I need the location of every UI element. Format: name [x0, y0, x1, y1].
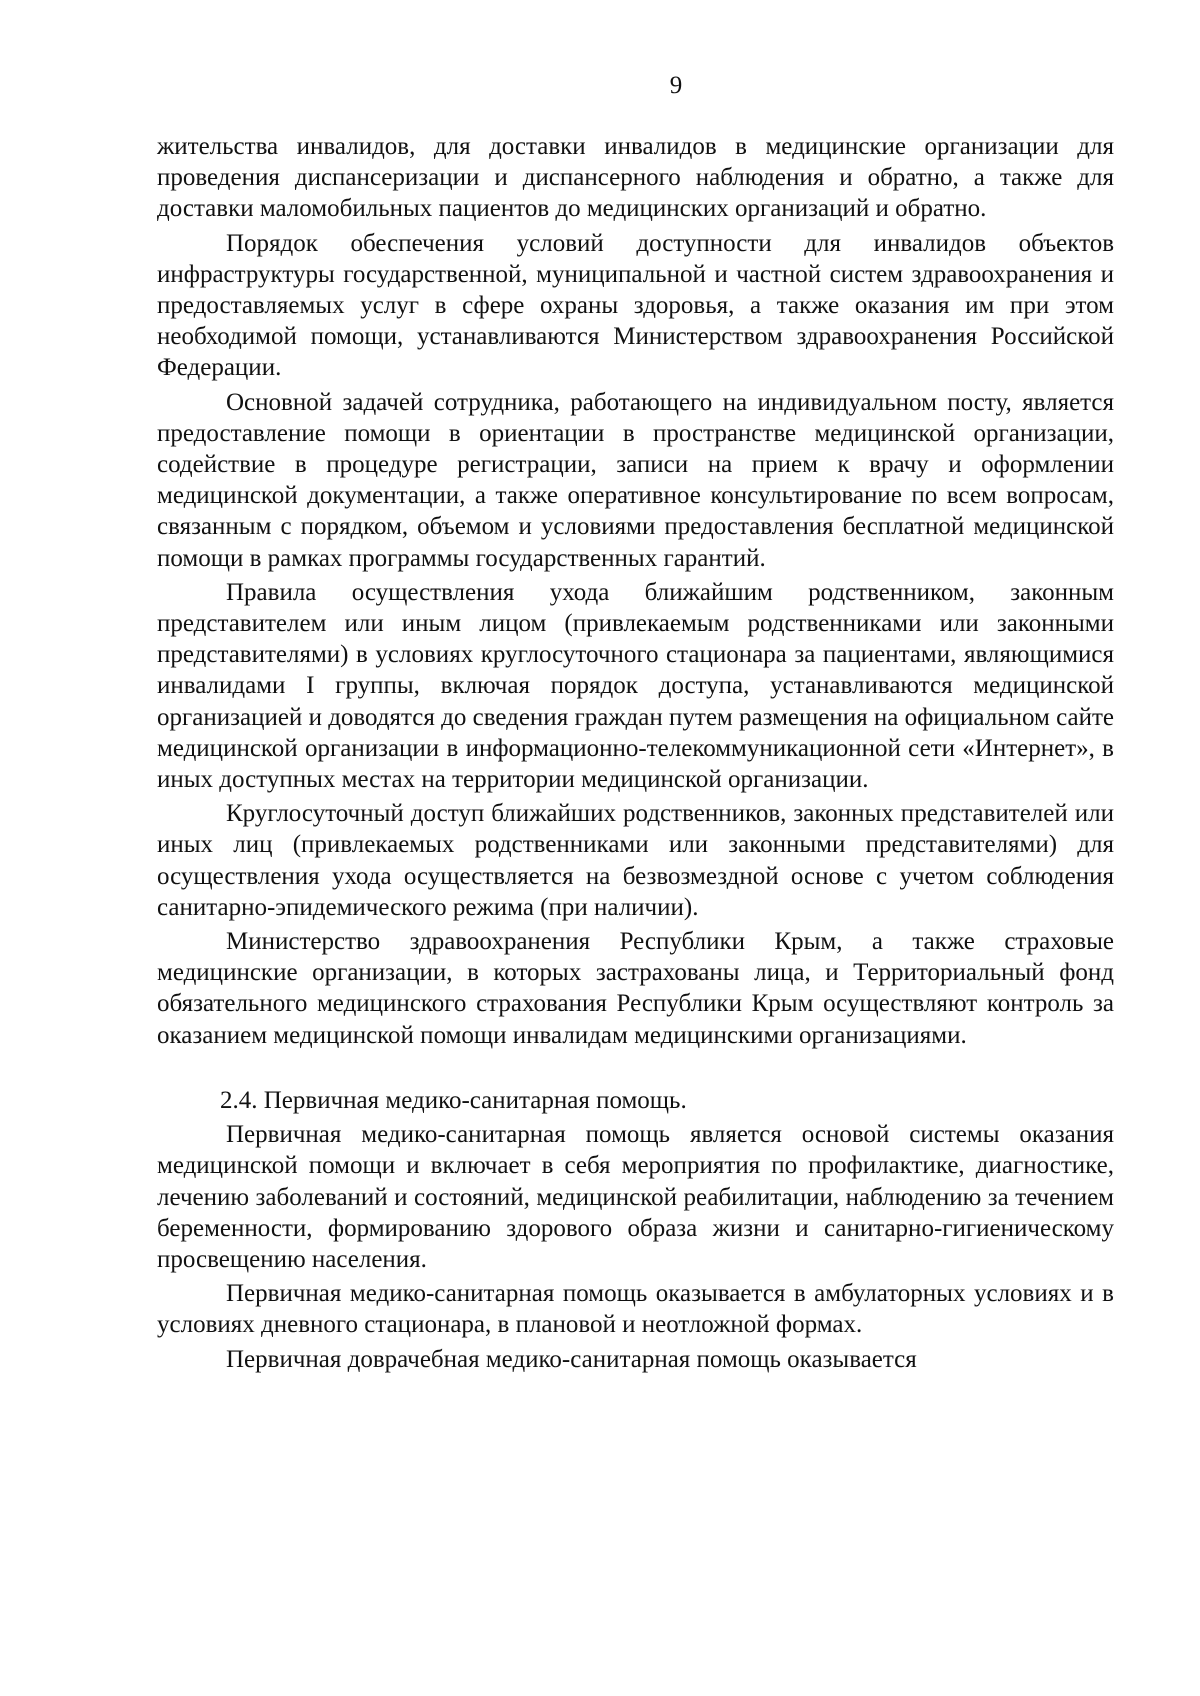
paragraph-accessibility-order: Порядок обеспечения условий доступности для инвалидов объектов инфраструктуры государственной, муниципальной и частной систем здравоохранения и предоставляемых услуг в сфере охраны здоровья, а также оказания им при этом необходимой помощи, устанавливаются Министерством здравоохранения Российской Федерации.	[157, 229, 1114, 382]
paragraph-individual-post: Основной задачей сотрудника, работающего на индивидуальном посту, является предоставление помощи в ориентации в пространстве медицинской организации, содействие в процедуре регистрации, записи на прием к врачу и оформлении медицинской документации, а также оперативное консультирование по всем вопросам, связанным с порядком, объемом и условиями предоставления бесплатной медицинской помощи в рамках программы государственных гарантий.	[157, 388, 1114, 572]
paragraph-continuation: жительства инвалидов, для доставки инвалидов в медицинские организации для проведения диспансеризации и диспансерного наблюдения и обратно, а также для доставки маломобильных пациентов до медицинских организаций и обратно.	[157, 133, 1114, 223]
page-number: 9	[669, 72, 683, 99]
document-body	[157, 129, 1114, 1375]
paragraph-primary-care-conditions: Первичная медико-санитарная помощь оказывается в амбулаторных условиях и в условиях дневного стационара, в плановой и неотложной формах.	[157, 1280, 1114, 1339]
paragraph-care-rules: Правила осуществления ухода ближайшим родственником, законным представителем или иным лицом (привлекаемым родственниками или законными представителями) в условиях круглосуточного стационара за пациентами, являющимися инвалидами I группы, включая порядок доступа, устанавливаются медицинской организацией и доводятся до сведения граждан путем размещения на официальном сайте медицинской организации в информационно-телекоммуникационной сети «Интернет», в иных доступных местах на территории медицинской организации.	[157, 578, 1114, 794]
paragraph-control: Министерство здравоохранения Республики Крым, а также страховые медицинские организации, в которых застрахованы лица, и Территориальный фонд обязательного медицинского страхования Республики Крым осуществляют контроль за оказанием медицинской помощи инвалидам медицинскими организациями.	[157, 928, 1114, 1049]
paragraph-prephysician-care: Первичная доврачебная медико-санитарная помощь оказывается	[226, 1345, 917, 1373]
paragraph-primary-care-basis: Первичная медико-санитарная помощь является основой системы оказания медицинской помощи и включает в себя мероприятия по профилактике, диагностике, лечению заболеваний и состояний, медицинской реабилитации, наблюдению за течением беременности, формированию здорового образа жизни и санитарно-гигиеническому просвещению населения.	[157, 1121, 1114, 1273]
paragraph-round-the-clock-access: Круглосуточный доступ ближайших родственников, законных представителей или иных лиц (привлекаемых родственниками или законными представителями) для осуществления ухода осуществляется на безвозмездной основе с учетом соблюдения санитарно-эпидемического режима (при наличии).	[157, 800, 1114, 921]
section-heading: 2.4. Первичная медико-санитарная помощь.	[220, 1086, 687, 1114]
